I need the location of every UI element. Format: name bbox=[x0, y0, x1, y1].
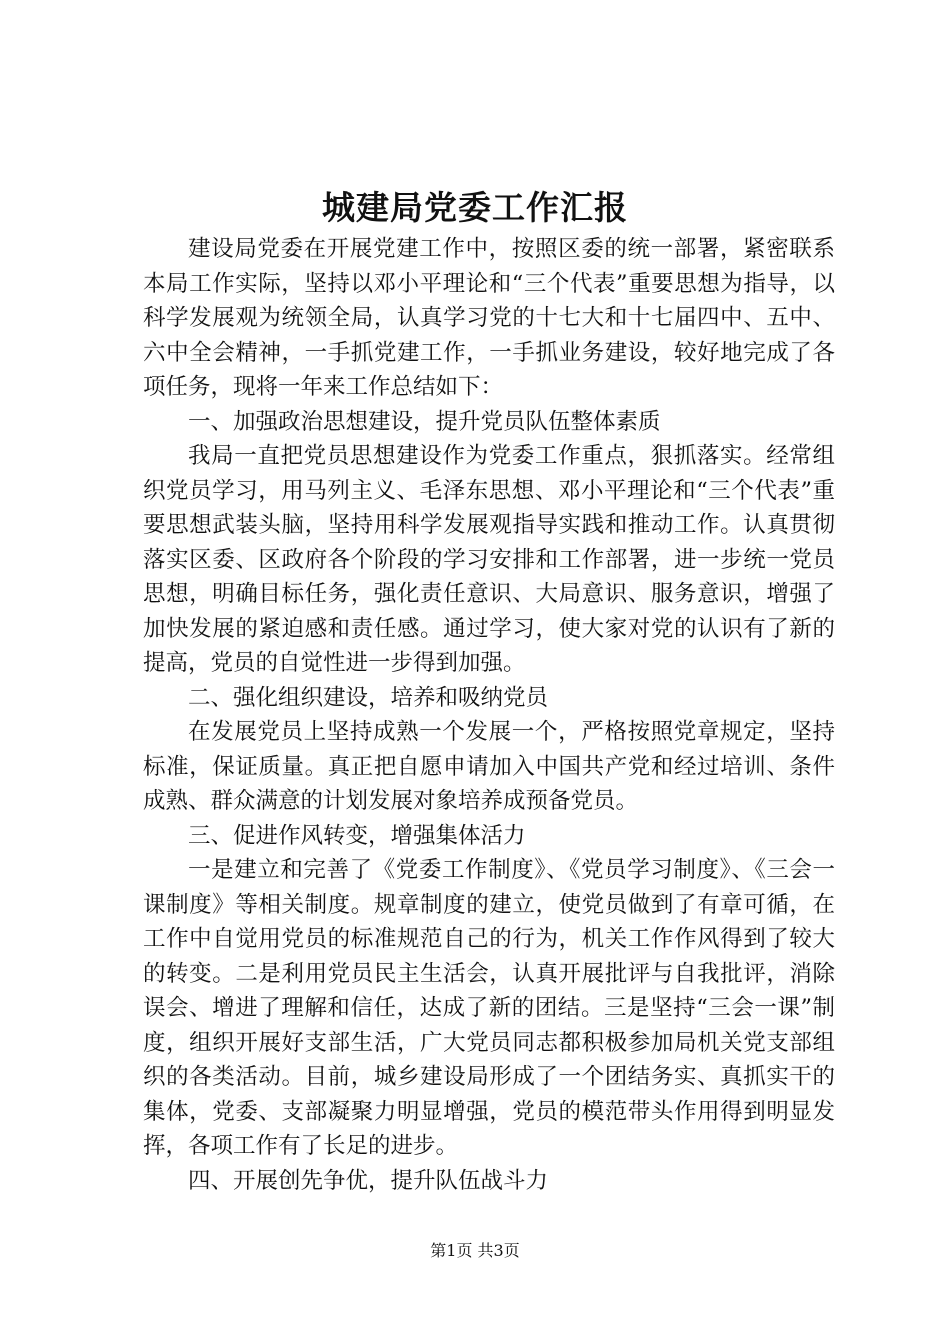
paragraph-intro: 建设局党委在开展党建工作中，按照区委的统一部署，紧密联系本局工作实际，坚持以邓小平理论和“三个代表”重要思想为指导，以科学发展观为统领全局，认真学习党的十七大和十七届四中、五中、六中全会精神，一手抓党建工作，一手抓业务建设，较好地完成了各项任务，现将一年来工作总结如下： bbox=[143, 236, 835, 400]
section-heading-1: 一、加强政治思想建设，提升党员队伍整体素质 bbox=[188, 408, 661, 435]
page-number-footer: 第1页 共3页 bbox=[430, 1241, 520, 1260]
paragraph-section-3: 一是建立和完善了《党委工作制度》、《党员学习制度》、《三会一课制度》等相关制度。规章制度的建立，使党员做到了有章可循，在工作中自觉用党员的标准规范自己的行为，机关工作作风得到了较大的转变。二是利用党员民主生活会，认真开展批评与自我批评，消除误会、增进了理解和信任，达成了新的团结。三是坚持“三会一课”制度，组织开展好支部生活，广大党员同志都积极参加局机关党支部组织的各类活动。目前，城乡建设局形成了一个团结务实、真抓实干的集体，党委、支部凝聚力明显增强，党员的模范带头作用得到明显发挥，各项工作有了长足的进步。 bbox=[143, 857, 835, 1159]
section-heading-4: 四、开展创先争优，提升队伍战斗力 bbox=[188, 1167, 549, 1194]
section-heading-3: 三、促进作风转变，增强集体活力 bbox=[188, 822, 526, 849]
paragraph-section-2: 在发展党员上坚持成熟一个发展一个，严格按照党章规定，坚持标准，保证质量。真正把自愿申请加入中国共产党和经过培训、条件成熟、群众满意的计划发展对象培养成预备党员。 bbox=[143, 719, 835, 814]
document-body bbox=[143, 232, 835, 1198]
paragraph-section-1: 我局一直把党员思想建设作为党委工作重点，狠抓落实。经常组织党员学习，用马列主义、毛泽东思想、邓小平理论和“三个代表”重要思想武装头脑，坚持用科学发展观指导实践和推动工作。认真贯彻落实区委、区政府各个阶段的学习安排和工作部署，进一步统一党员思想，明确目标任务，强化责任意识、大局意识、服务意识，增强了加快发展的紧迫感和责任感。通过学习，使大家对党的认识有了新的提高，党员的自觉性进一步得到加强。 bbox=[143, 443, 835, 676]
document-title: 城建局党委工作汇报 bbox=[322, 188, 628, 227]
section-heading-2: 二、强化组织建设，培养和吸纳党员 bbox=[188, 684, 549, 711]
